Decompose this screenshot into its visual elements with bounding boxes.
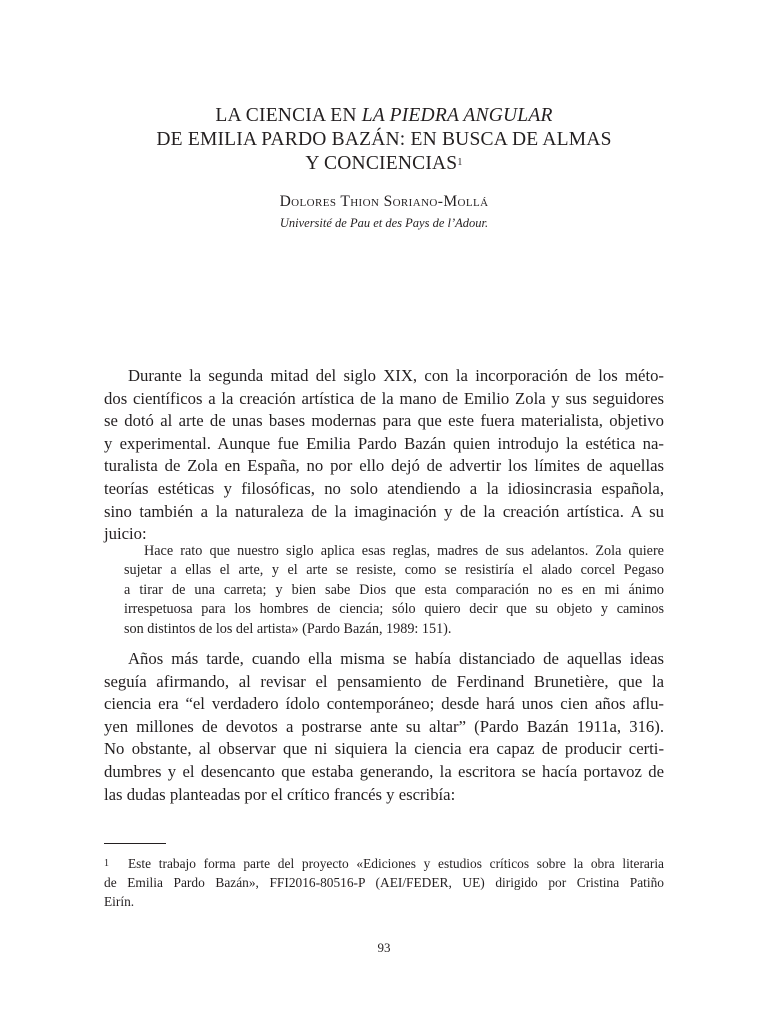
article-title [104,104,664,176]
para1-line: y experimental. Aunque fue Emilia Pardo Bazán quien introdujo la estética na- [104,433,664,453]
quote-line: sujetar a ellas el arte, y el arte se resiste, como se resistiría el alado corcel Pegaso [124,562,664,579]
body-paragraph-2 [104,648,664,806]
para2-line: las dudas planteadas por el crítico francés y escribía: [104,784,456,804]
footnote-separator [104,843,166,844]
title-line-2: DE EMILIA PARDO BAZÁN: EN BUSCA DE ALMAS [156,129,612,150]
quote-line: Hace rato que nuestro siglo aplica esas reglas, madres de sus adelantos. Zola quiere [144,543,664,559]
para2-line: ciencia era “el verdadero ídolo contemporáneo; desde hará unos cien años aflu- [104,694,664,714]
footnote-line: Eirín. [104,894,135,909]
author-name: Dolores Thion Soriano-Mollá [279,193,489,210]
para1-line: Durante la segunda mitad del siglo XIX, con la incorporación de los méto- [128,366,664,385]
para1-line: se dotó al arte de unas bases modernas para que este fuera materialista, objetivo [104,411,664,431]
footnote-mark: 1 [104,858,109,869]
footnote-line: de Emilia Pardo Bazán», FFI2016-80516-P (AEI/FEDER, UE) dirigido por Cristina Patiño [104,875,664,890]
para1-line: juicio: [104,524,147,544]
quote-line: irrespetuosa para los hombres de ciencia; sólo quiero decir que su objeto y caminos [124,601,664,618]
title-footnote-mark: 1 [457,157,463,168]
para2-line: dumbres y el desencanto que estaba generando, la escritora se hacía portavoz de [104,761,664,781]
body-paragraph-1 [104,365,664,546]
para1-line: sino también a la naturaleza de la imaginación y de la creación artística. A su [104,501,664,521]
footnote [104,854,664,911]
page-number: 93 [377,940,391,955]
footnote-line: 1 Este trabajo forma parte del proyecto «Ediciones y estudios críticos sobre la obra literaria [104,856,664,871]
para2-line: seguía afirmando, al revisar el pensamiento de Ferdinand Brunetière, que la [104,671,664,691]
para2-line: Años más tarde, cuando ella misma se había distanciado de aquellas ideas [128,649,664,668]
title-line-1: LA CIENCIA EN LA PIEDRA ANGULAR [215,105,553,126]
block-quote [124,542,664,639]
para1-line: dos científicos a la creación artística de la mano de Emilio Zola y sus seguidores [104,388,664,408]
para1-line: teorías estéticas y filosóficas, no solo atendiendo a la idiosincrasia española, [104,478,664,498]
para2-line: yen millones de devotos a postrarse ante su altar” (Pardo Bazán 1911a, 316). [104,716,664,736]
author-affiliation: Université de Pau et des Pays de l’Adour. [279,216,489,230]
para1-line: turalista de Zola en España, no por ello dejó de advertir los límites de aquellas [104,456,664,476]
quote-line: a tirar de una carreta; y bien sabe Dios que esta comparación no es en mi ánimo [124,581,664,598]
para2-line: No obstante, al observar que ni siquiera la ciencia era capaz de producir certi- [104,739,664,759]
title-italic-work: LA PIEDRA ANGULAR [361,105,553,126]
title-line-3: Y CONCIENCIAS$^1$ [305,153,463,174]
quote-line: son distintos de los del artista» (Pardo Bazán, 1989: 151). [124,620,452,637]
